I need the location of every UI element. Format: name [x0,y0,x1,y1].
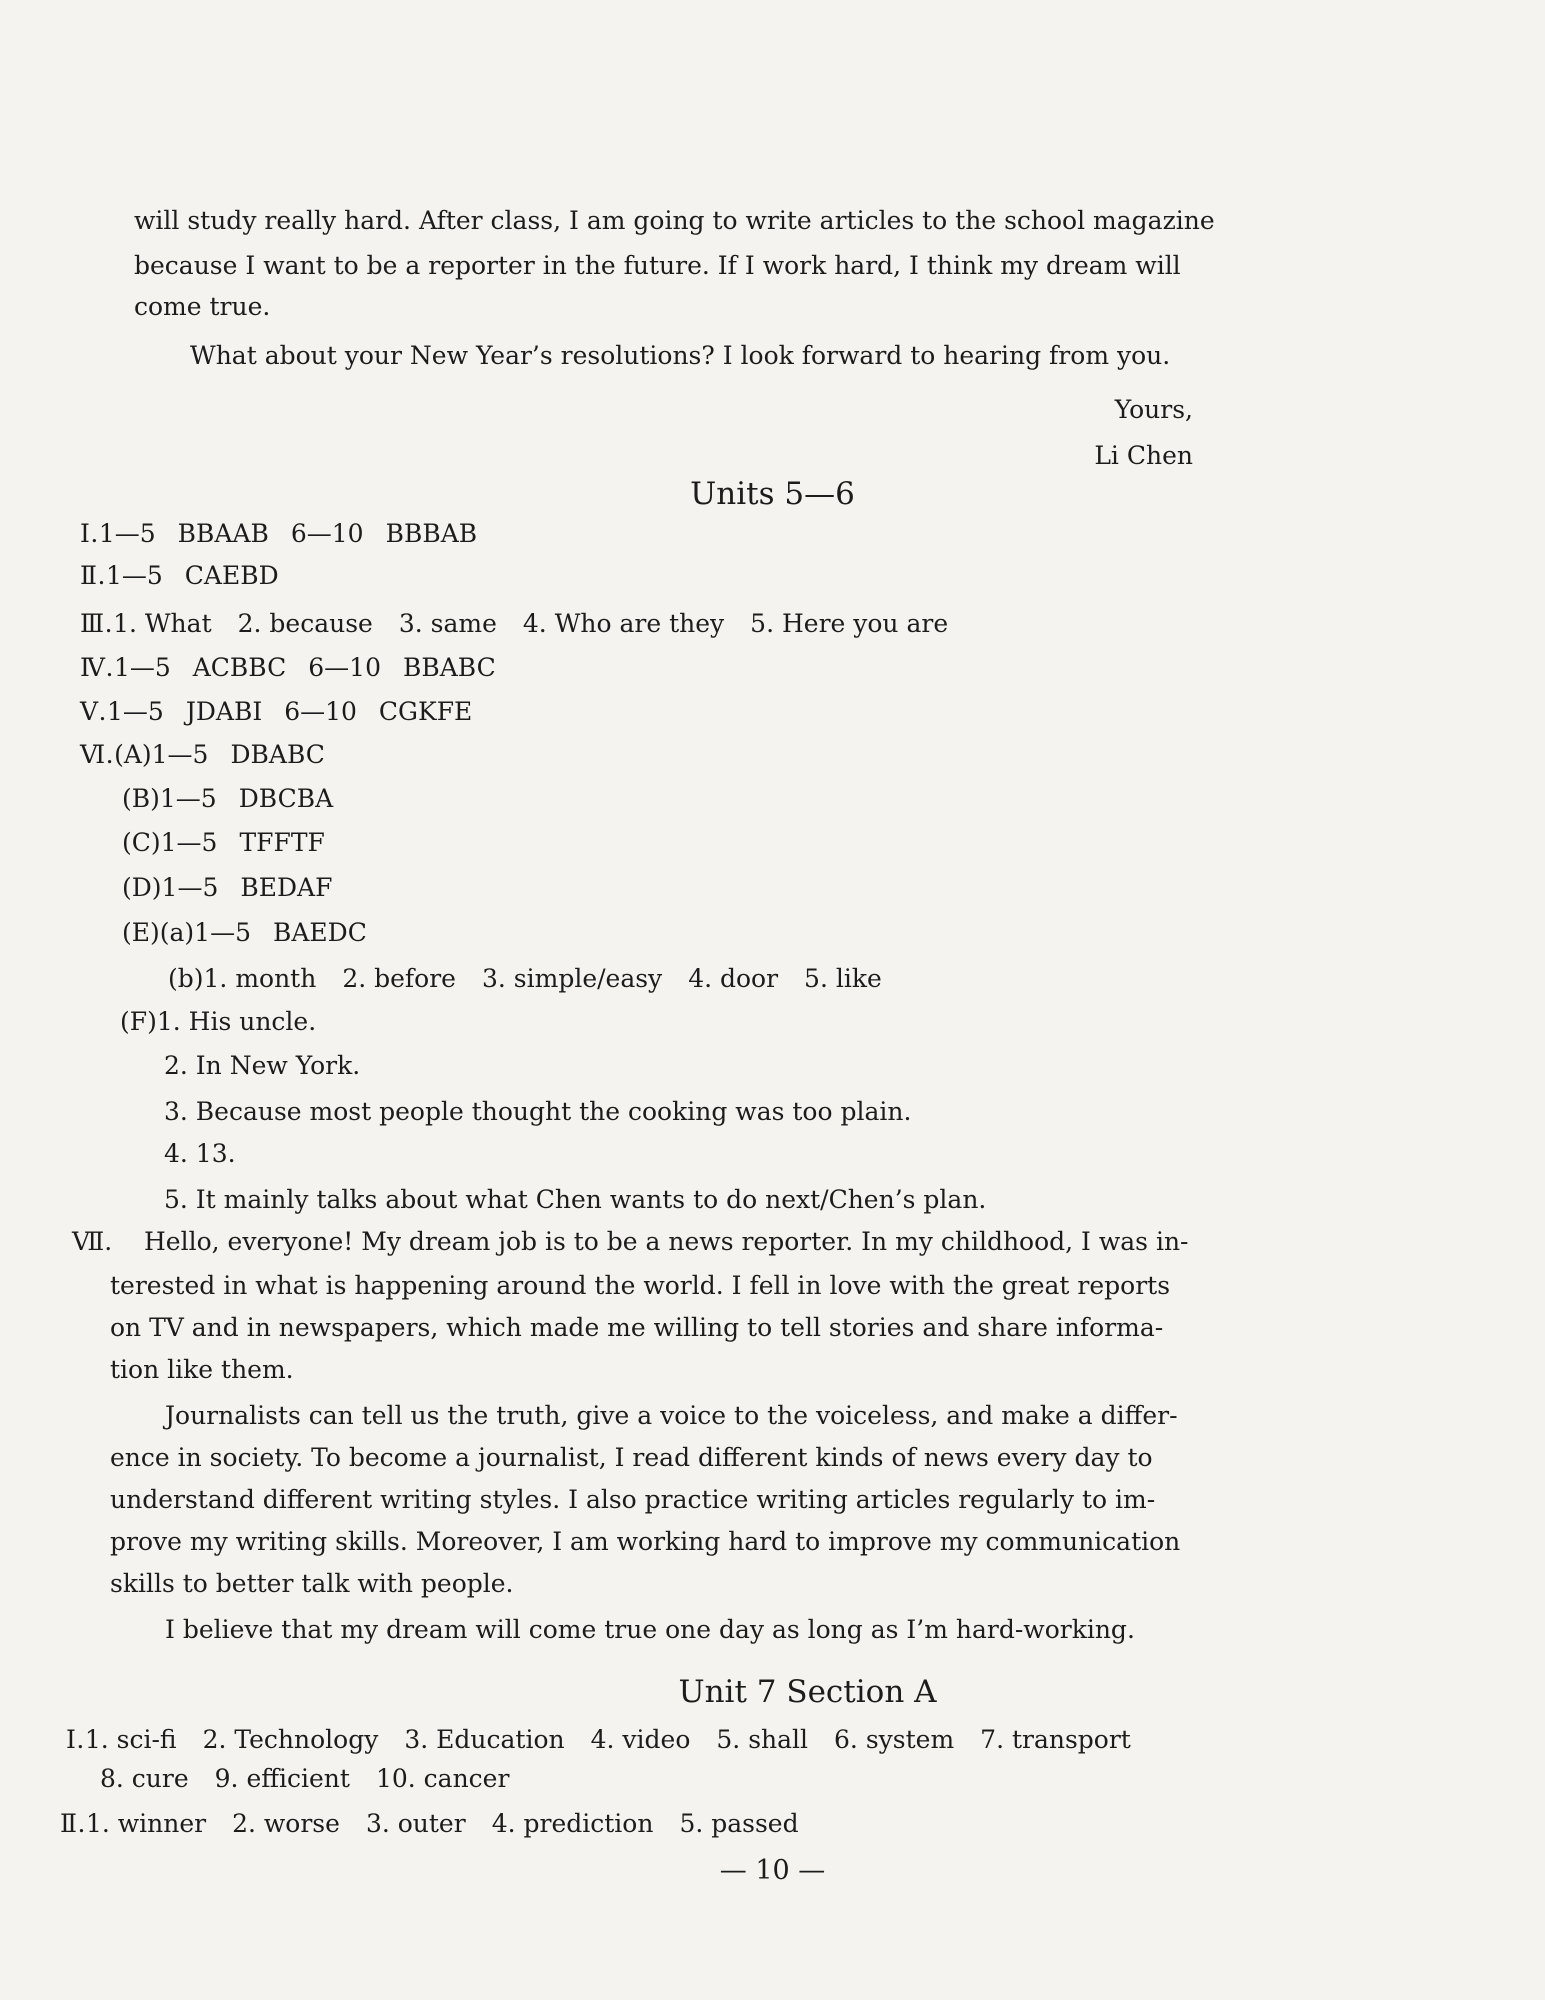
essay-line: terested in what is happening around the world. I fell in love with the great reports [110,1271,1171,1300]
section-6e-b-item: 1. month [203,964,317,993]
section-2-answers [80,560,279,592]
unit7-q1-item: 7. transport [980,1725,1131,1754]
unit7-q2-item: 4. prediction [491,1809,654,1838]
essay-line: tion like them. [110,1355,294,1384]
unit7-section-1-line-1 [66,1724,1131,1756]
letter-signature: Li Chen [1094,441,1193,470]
section-6c-answer-string: TFFTF [239,828,325,857]
unit7-q1-item: 1. sci-fi [84,1725,177,1754]
section-4-range-b: 6—10 [308,653,381,682]
section-6f-answer: 1. His uncle. [156,1007,317,1036]
unit7-section-2-number: Ⅱ. [60,1809,86,1838]
letter-closing: Yours, [1114,395,1193,424]
section-6b-answer-string: DBCBA [238,784,334,813]
essay-line: understand different writing styles. I also practice writing articles regularly to im- [110,1485,1156,1514]
section-4-range-a: 1—5 [113,653,171,682]
section-6c-label: (C)1—5 [122,828,218,857]
unit7-q1-item: 10. cancer [375,1764,510,1793]
unit7-q1-item: 8. cure [100,1764,189,1793]
unit7-q2-item: 3. outer [365,1809,466,1838]
essay-line: ence in society. To become a journalist, I read different kinds of news every day to [110,1443,1153,1472]
unit7-q1-item: 2. Technology [202,1725,379,1754]
section-5-answers-b: CGKFE [378,697,473,726]
section-6e-label: (E)(a)1—5 [122,918,251,947]
unit7-section-2-line [60,1808,799,1840]
section-1-number: Ⅰ. [80,519,99,548]
section-6f-item-3: 3. Because most people thought the cooking was too plain. [164,1097,912,1126]
unit7-q1-item: 6. system [834,1725,955,1754]
unit7-q1-item: 3. Education [404,1725,565,1754]
section-6b-label: (B)1—5 [122,784,217,813]
section-6d-label: (D)1—5 [122,873,219,902]
section-6f-item-1 [120,1006,316,1038]
letter-line-3: come true. [134,292,271,321]
section-2-number: Ⅱ. [80,561,106,590]
section-1-range-a: 1—5 [98,519,156,548]
essay-line: skills to better talk with people. [110,1569,514,1598]
section-6e-b-item: 2. before [342,964,456,993]
unit-7-heading: Unit 7 Section A [678,1674,937,1710]
letter-line-2: because I want to be a reporter in the future. If I work hard, I think my dream will [134,251,1181,280]
section-1-answers-b: BBBAB [385,519,478,548]
section-6c-answers [122,827,325,859]
section-6f-label: (F) [120,1007,157,1036]
section-6a-answers [80,739,325,771]
page-number: — 10 — [719,1855,826,1886]
section-6e-answers [122,917,367,949]
section-3-item: 3. same [398,609,497,638]
section-4-answers-b: BBABC [403,653,496,682]
section-6f-item-2: 2. In New York. [164,1051,361,1080]
essay-line: I believe that my dream will come true one day as long as I’m hard-working. [165,1615,1135,1644]
letter-line-1: will study really hard. After class, I am going to write articles to the school magazine [134,206,1215,235]
unit7-section-1-number: Ⅰ. [66,1725,85,1754]
section-3-item: 5. Here you are [750,609,949,638]
letter-closing-paragraph: What about your New Year’s resolutions? I look forward to hearing from you. [190,341,1171,370]
section-5-range-b: 6—10 [284,697,357,726]
section-5-number: Ⅴ. [80,697,108,726]
unit7-q2-item: 5. passed [679,1809,799,1838]
section-5-answers [80,696,472,728]
section-3-item: 1. What [113,609,212,638]
section-5-range-a: 1—5 [107,697,164,726]
unit7-q1-item: 4. video [590,1725,691,1754]
section-3-answers [80,608,948,640]
essay-line: on TV and in newspapers, which made me willing to tell stories and share informa- [110,1313,1164,1342]
unit7-q2-item: 1. winner [85,1809,207,1838]
section-6b-answers [122,783,333,815]
section-6e-b-answers [168,963,882,995]
section-3-item: 4. Who are they [522,609,725,638]
units-5-6-heading: Units 5—6 [690,476,855,512]
section-6e-b-label: (b) [168,964,204,993]
section-1-answers-a: BBAAB [177,519,269,548]
section-6e-answer-string: BAEDC [272,918,367,947]
unit7-q2-item: 2. worse [232,1809,340,1838]
section-4-answers-a: ACBBC [192,653,287,682]
section-5-answers-a: JDABI [185,697,263,726]
unit7-section-1-line-2 [100,1763,509,1795]
section-6e-b-item: 3. simple/easy [481,964,663,993]
section-6a-answer-string: DBABC [230,740,325,769]
essay-line: Hello, everyone! My dream job is to be a news reporter. In my childhood, I was in- [144,1227,1189,1256]
section-6-number: Ⅵ. [80,740,115,769]
section-4-number: Ⅳ. [80,653,114,682]
section-6f-item-5: 5. It mainly talks about what Chen wants to do next/Chen’s plan. [164,1185,987,1214]
essay-line: prove my writing skills. Moreover, I am working hard to improve my communication [110,1527,1181,1556]
unit7-q1-item: 5. shall [716,1725,809,1754]
section-1-answers [80,518,477,550]
section-4-answers [80,652,496,684]
section-6e-b-item: 5. like [804,964,882,993]
section-6d-answers [122,872,332,904]
section-7-number: Ⅶ. [72,1227,113,1256]
section-6f-item-4: 4. 13. [164,1139,236,1168]
section-6e-b-item: 4. door [688,964,779,993]
section-1-range-b: 6—10 [290,519,364,548]
essay-line: Journalists can tell us the truth, give a voice to the voiceless, and make a differ- [165,1401,1178,1430]
section-3-item: 2. because [237,609,373,638]
unit7-q1-item: 9. efficient [214,1764,350,1793]
section-3-number: Ⅲ. [80,609,114,638]
section-2-answer-string: CAEBD [184,561,279,590]
section-2-range: 1—5 [105,561,163,590]
section-6a-label: (A)1—5 [114,740,209,769]
section-6d-answer-string: BEDAF [240,873,333,902]
